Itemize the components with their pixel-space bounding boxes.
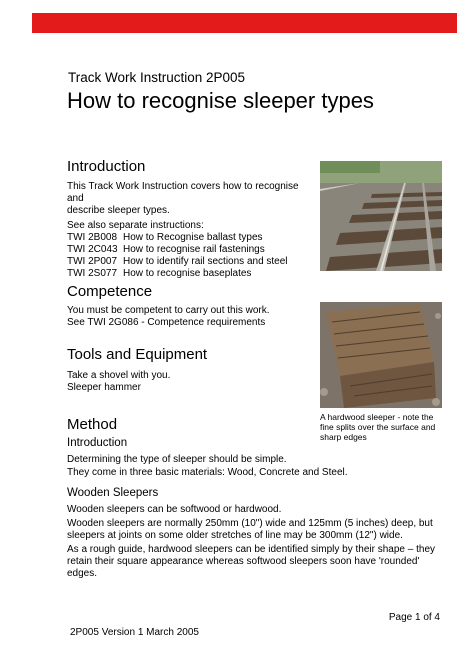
reference-item [67,244,317,256]
intro-text-line: This Track Work Instruction covers how to recognise and [67,181,299,204]
reference-item [67,232,317,244]
reference-title: How to recognise rail fastenings [123,244,265,255]
method-heading: Method [67,416,118,433]
see-also-label: See also separate instructions: [67,220,204,231]
reference-code: TWI 2P007 [67,256,118,267]
introduction-heading: Introduction [67,158,146,175]
wooden-p2 [67,518,447,542]
competence-line: See TWI 2G086 - Competence requirements [67,317,266,328]
reference-title: How to identify rail sections and steel [123,256,288,267]
intro-text-line: describe sleeper types. [67,205,170,216]
introduction-body [67,181,317,280]
reference-code: TWI 2C043 [67,244,118,255]
tools-heading: Tools and Equipment [67,346,208,363]
competence-heading: Competence [67,283,153,300]
wooden-p3-line: retain their square appearance whereas softwood sleepers soon have 'rounded' [67,556,420,567]
method-intro-p2: They come in three basic materials: Wood, Concrete and Steel. [67,467,348,478]
wooden-p2-line: Wooden sleepers are normally 250mm (10") wide and 125mm (5 inches) deep, but [67,518,433,529]
footer-version: 2P005 Version 1 March 2005 [70,627,199,638]
reference-code: TWI 2S077 [67,268,118,279]
wooden-sleepers-subheading: Wooden Sleepers [67,487,159,499]
caption-line: A hardwood sleeper - note the [320,412,434,422]
method-introduction-subheading: Introduction [67,437,128,449]
method-intro-p1: Determining the type of sleeper should be simple. [67,454,287,465]
wooden-p3-line: As a rough guide, hardwood sleepers can be identified simply by their shape – they [67,544,436,555]
tools-body [67,370,170,394]
reference-item [67,268,317,280]
hardwood-sleeper-photo [320,302,442,408]
caption-line: sharp edges [320,432,367,442]
sleeper-photo-caption [320,412,445,442]
reference-title: How to Recognise ballast types [123,232,263,243]
tools-line: Sleeper hammer [67,382,141,393]
wooden-p3-line: edges. [67,568,98,579]
page-title: How to recognise sleeper types [67,88,374,113]
wooden-p1: Wooden sleepers can be softwood or hardwood. [67,504,282,515]
tools-line: Take a shovel with you. [67,370,171,381]
competence-body [67,305,270,329]
page-number: Page 1 of 4 [388,612,440,623]
wooden-p3 [67,544,447,580]
wooden-p2-line: sleepers at joints on some older stretches of line may be 300mm (12") wide. [67,530,403,541]
reference-title: How to recognise baseplates [123,268,252,279]
reference-code: TWI 2B008 [67,232,118,243]
document-kicker: Track Work Instruction 2P005 [68,70,246,85]
track-photo [320,161,442,271]
competence-line: You must be competent to carry out this work. [67,305,270,316]
header-accent-bar [32,13,457,33]
caption-line: fine splits over the surface and [320,422,436,432]
reference-item [67,256,317,268]
